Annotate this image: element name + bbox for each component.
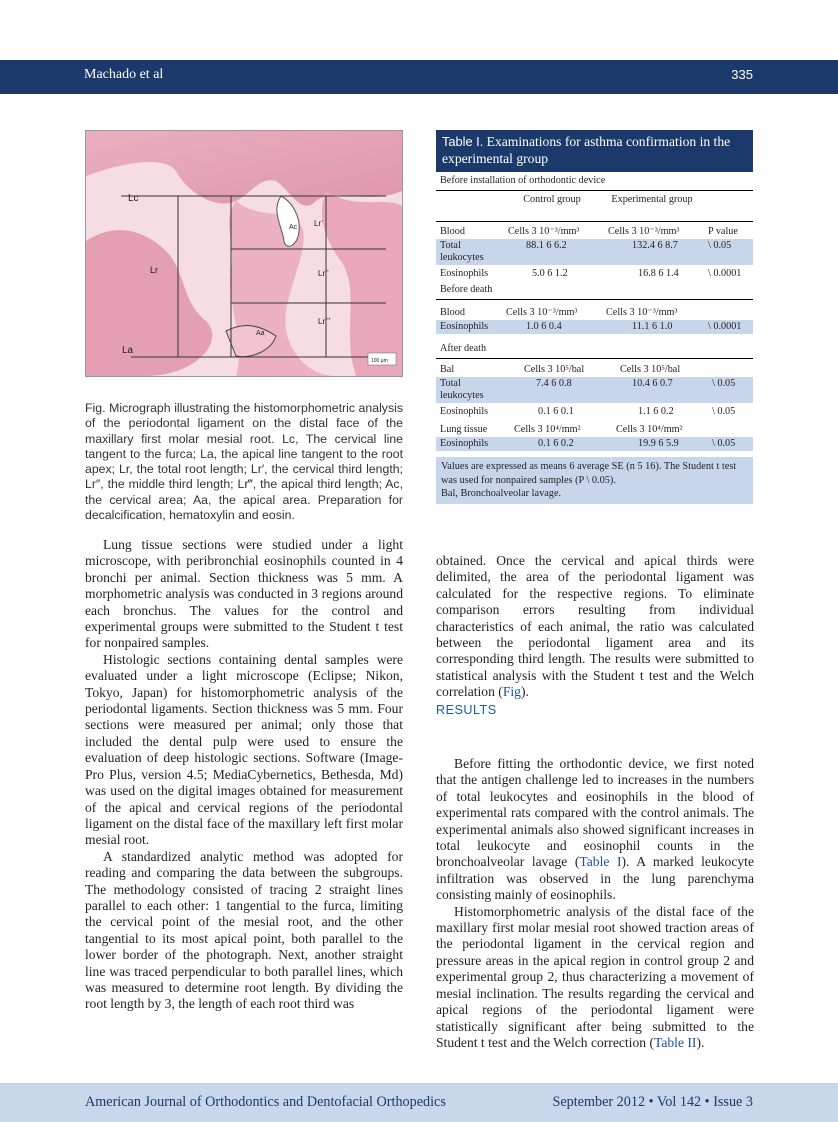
table-label: Table I. — [442, 134, 484, 149]
table-row: Bal Cells 3 10⁵/bal Cells 3 10⁵/bal — [440, 364, 681, 375]
table-row: Eosinophils 0.1 6 0.1 1.1 6 0.2 \ 0.05 — [440, 406, 736, 417]
label-ac: Ac — [289, 224, 298, 231]
body-column-right-results — [436, 756, 754, 1051]
col-control: Control group — [523, 194, 581, 205]
table-row: Total leukocytes 7.4 6 0.8 10.4 6 0.7 \ 0.05 — [436, 377, 753, 403]
section-before-device: Before installation of orthodontic device — [436, 172, 753, 191]
paragraph: Histomorphometric analysis of the distal face of the maxillary first molar mesial root showed traction areas of the periodontal ligament in the cervical region and pressure areas in the apical region in control group 2 and experimental group 2, thus characterizing a movement of mesial inclination. The results regarding the cervical and apical regions of the periodontal ligament were statistically significant after being submitted to the Student t test and the Welch correction (Table II). — [436, 903, 754, 1050]
label-lr1: Lr’ — [314, 219, 324, 228]
table-1 — [436, 130, 753, 504]
body-column-left — [85, 537, 403, 1013]
micrograph-figure — [85, 130, 403, 377]
label-lr: Lr — [150, 265, 159, 275]
table-2-link[interactable]: Table II — [653, 1034, 697, 1050]
paragraph: Before fitting the orthodontic device, we first noted that the antigen challenge led to increases in the numbers of total leukocytes and eosinophils in the blood of experimental rats compared with the control animals. The experimental animals also showed significant increases in total leukocyte and eosinophil counts in the bronchoalveolar lavage (Table I). A marked leukocyte infiltration was observed in the lung parenchyma consisting mainly of eosinophils. — [436, 756, 754, 903]
table-row: Eosinophils 5.0 6 1.2 16.8 6 1.4 \ 0.0001 — [440, 268, 742, 279]
label-la: La — [122, 345, 134, 356]
label-aa: Aa — [256, 330, 265, 337]
table-row: Total leukocytes 88.1 6 6.2 132.4 6 8.7 \ 0.05 — [436, 239, 753, 265]
running-author: Machado et al — [84, 67, 164, 82]
paragraph: A standardized analytic method was adopted for reading and comparing the data between the subgroups. The methodology consisted of tracing 2 straight lines parallel to each other: 1 tangential to the furca, limiting the cervical point of the mesial root, and the other tangential to its most apical point, both parallel to the lower border of the photograph. Next, another straight line was traced perpendicular to both parallel lines, which was measured to determine root length. By dividing the root length by 3, the length of each root third was — [85, 848, 403, 1012]
paragraph: Histologic sections containing dental samples were evaluated under a light microscope (Eclipse; Nikon, Tokyo, Japan) for histomorphometric analysis of the periodontal ligaments. Section thickness was 5 mm. Four sections were measured per animal; only those that included the dental pulp were used to ensure the evaluation of deep histologic sections. Software (Image-Pro Plus, version 4.5; MediaCybernetics, Bethesda, Md) was used on the digital images obtained for measurement of the apical and cervical regions of the periodontal ligament on the distal face of the maxillary left first molar mesial root. — [85, 651, 403, 848]
label-lr2: Lr’’ — [318, 269, 329, 278]
journal-name: American Journal of Orthodontics and Dentofacial Orthopedics — [85, 1094, 446, 1110]
micrograph-image — [86, 131, 402, 376]
table-row: Eosinophils 1.0 6 0.4 11.1 6 1.0 \ 0.0001 — [436, 320, 753, 334]
section-before-death: Before death — [436, 281, 753, 300]
results-heading: RESULTS — [436, 703, 497, 717]
table-title-text: Examinations for asthma confirmation in the experimental group — [442, 134, 731, 166]
table-row: Blood Cells 3 10⁻³/mm³ Cells 3 10⁻³/mm³ P value — [440, 226, 738, 237]
section-after-death: After death — [436, 340, 753, 359]
figure-caption: Fig. Micrograph illustrating the histomorphometric analysis of the periodontal ligament on the distal face of the maxillary first molar mesial root. Lc, The cervical line tangent to the furca; La, the apical line tangent to the root apex; Lr, the total root length; Lr′, the cervical third length; Lr″, the middle third length; Lr‴, the apical third length; Ac, the cervical area; Aa, the apical area. Preparation for decalcification, hematoxylin and eosin. — [85, 401, 403, 523]
label-lr3: Lr’’’ — [318, 317, 331, 326]
paragraph: obtained. Once the cervical and apical thirds were delimited, the area of the periodontal ligament was calculated for the respective regions. To eliminate comparison errors resulting from individual characteristics of each animal, the ratio was calculated between the periodontal ligament area and its corresponding third length. The results were submitted to statistical analysis with the Student t test and the Welch correlation (Fig). — [436, 553, 754, 700]
label-lc: Lc — [128, 193, 139, 204]
col-experimental: Experimental group — [611, 194, 693, 205]
table-row: Lung tissue Cells 3 10⁴/mm² Cells 3 10⁴/mm² — [440, 424, 683, 435]
table-header — [436, 191, 753, 221]
table-1-link[interactable]: Table I — [579, 854, 622, 870]
table-title — [436, 130, 753, 172]
table-row: Eosinophils 0.1 6 0.2 19.9 6 5.9 \ 0.05 — [436, 437, 753, 451]
table-row: Blood Cells 3 10⁻³/mm³ Cells 3 10⁻³/mm³ — [440, 307, 678, 318]
body-column-right-top — [436, 553, 754, 701]
paragraph: Lung tissue sections were studied under a light microscope, with peribronchial eosinophils counted in 4 bronchi per animal. Section thickness was 5 mm. A morphometric analysis was conducted in 3 regions around each bronchus. The values for the control and experimental groups were submitted to the Student t test for nonpaired samples. — [85, 537, 403, 651]
page-number: 335 — [731, 67, 753, 82]
scale-bar-label: 100 µm — [371, 358, 388, 364]
table-footnote: Values are expressed as means 6 average SE (n 5 16). The Student t test was used for nonpaired samples (P \ 0.05). Bal, Bronchoalveolar lavage. — [436, 457, 753, 504]
figure-link[interactable]: Fig — [502, 684, 521, 700]
running-header — [0, 60, 838, 94]
running-footer — [0, 1083, 838, 1122]
issue-info: September 2012 • Vol 142 • Issue 3 — [552, 1094, 753, 1110]
